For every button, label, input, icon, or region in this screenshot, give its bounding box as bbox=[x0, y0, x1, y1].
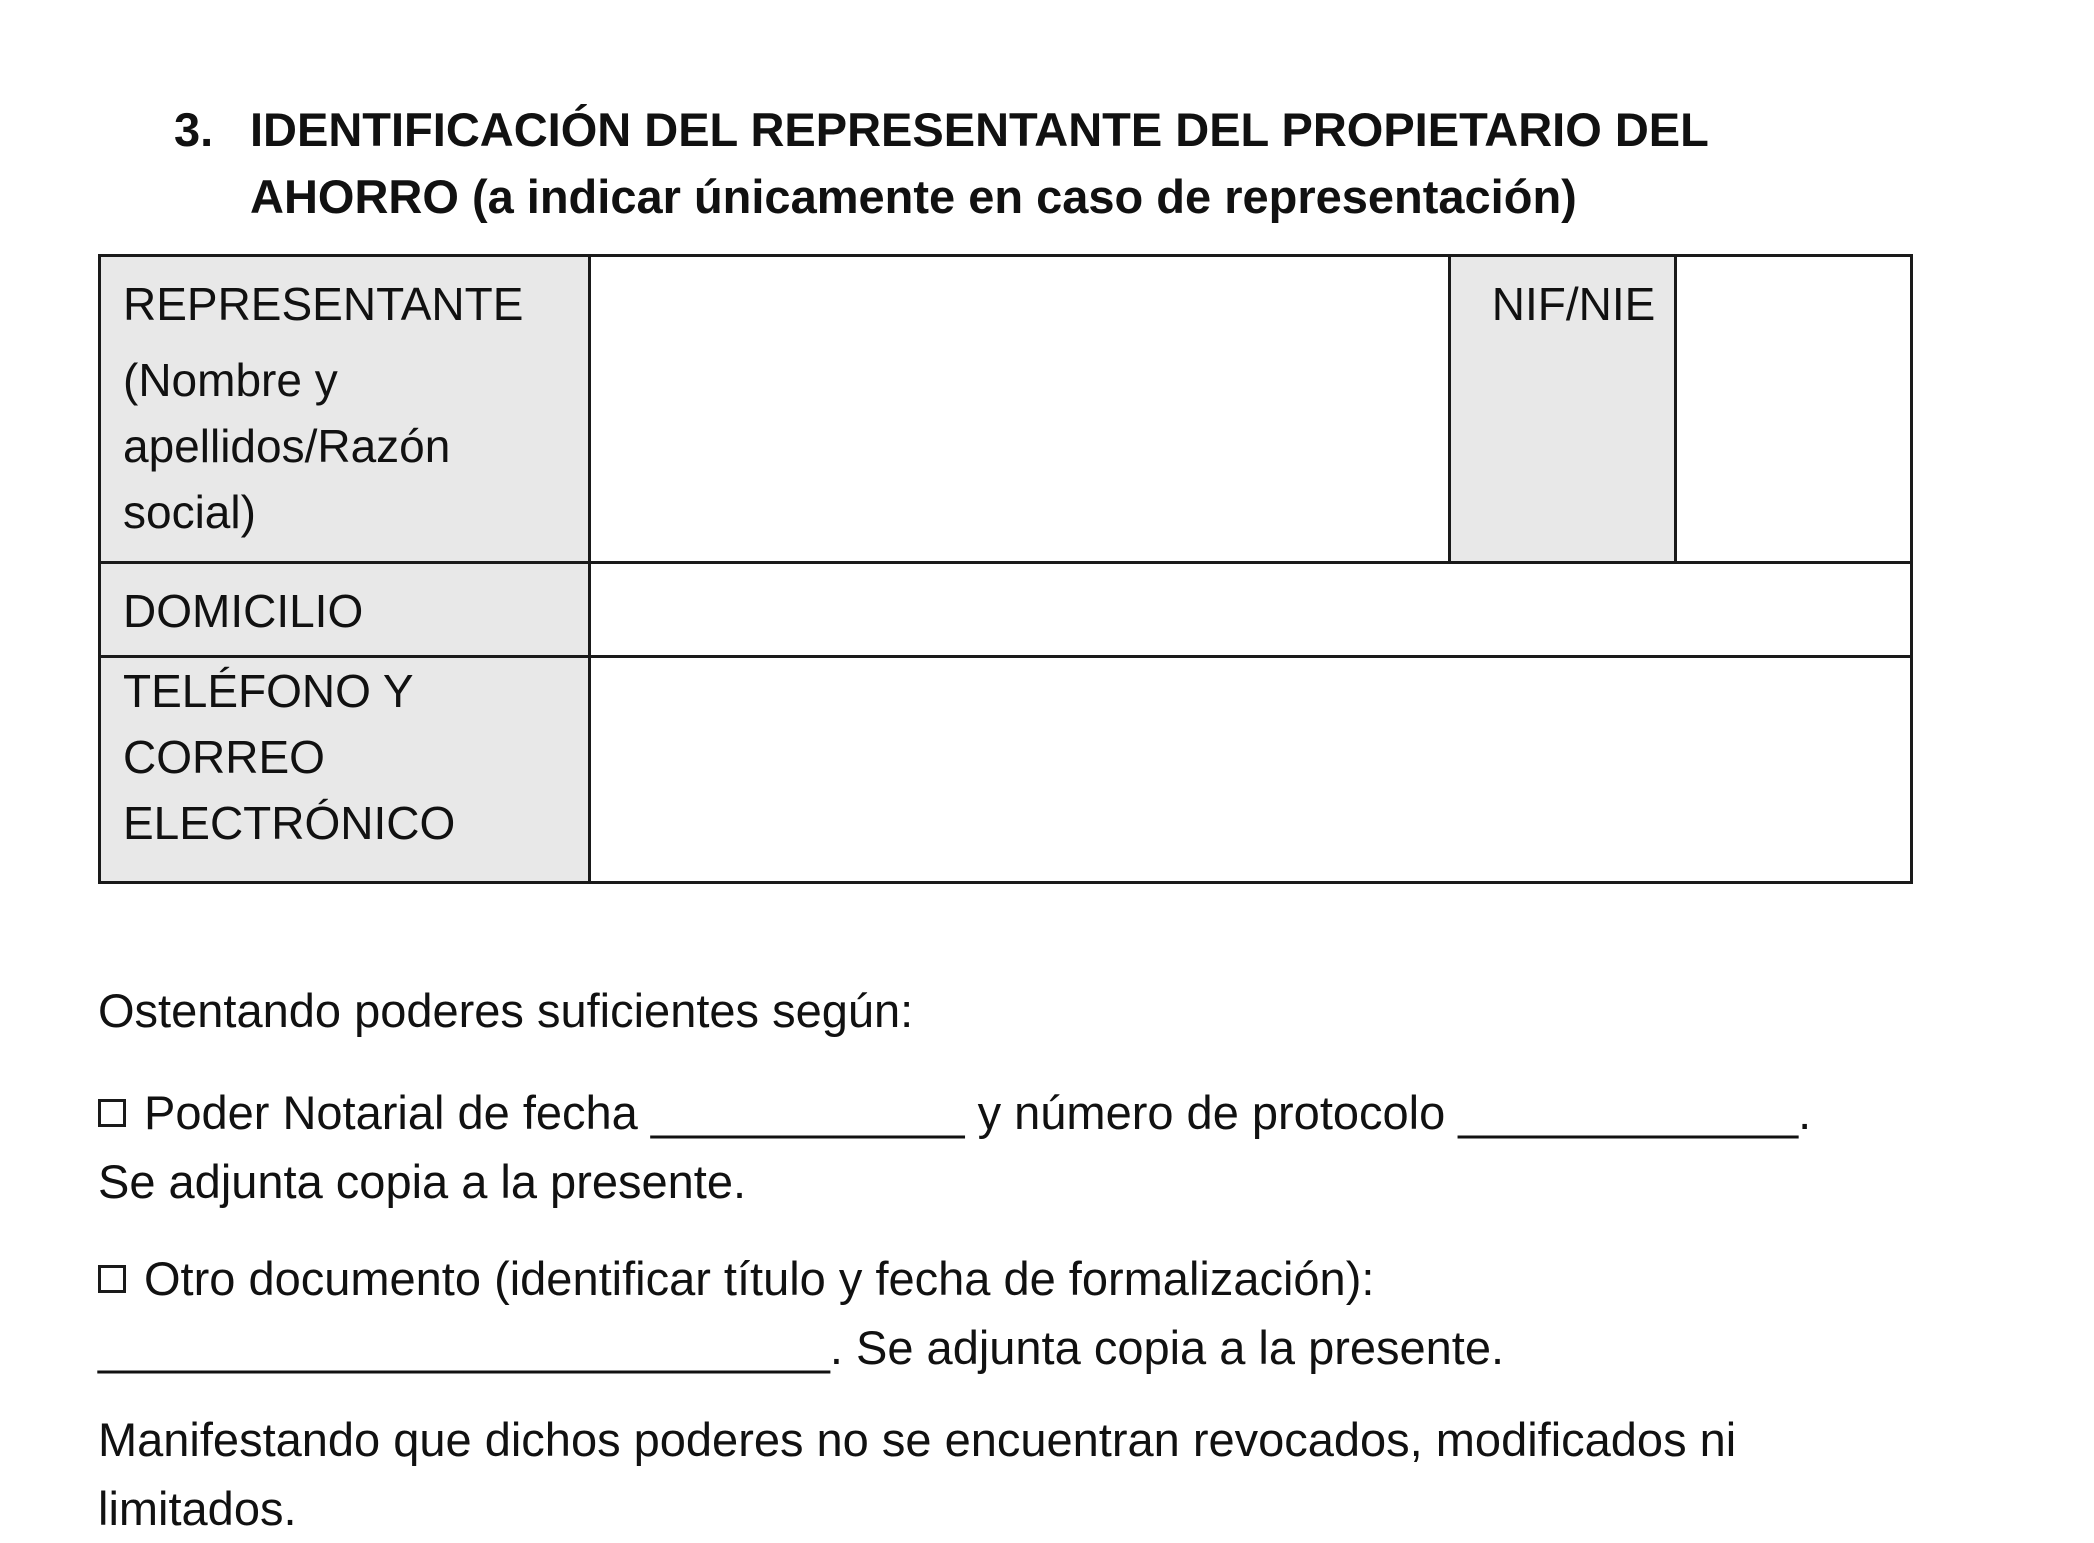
notarial-option-line-2: Se adjunta copia a la presente. bbox=[98, 1155, 747, 1208]
domicilio-label: DOMICILIO bbox=[100, 563, 590, 657]
domicilio-field[interactable] bbox=[590, 563, 1912, 657]
representative-sublabel bbox=[123, 347, 588, 545]
representative-sublabel-line-3: social) bbox=[123, 486, 256, 538]
declaration-line-2: limitados. bbox=[98, 1482, 297, 1535]
section-title-line-1: IDENTIFICACIÓN DEL REPRESENTANTE DEL PROPIETARIO DEL bbox=[250, 103, 1709, 156]
other-document-line-2: ____________________________. Se adjunta copia a la presente. bbox=[98, 1321, 1505, 1374]
notarial-checkbox[interactable] bbox=[98, 1099, 126, 1127]
other-document-option bbox=[98, 1244, 1918, 1382]
contact-label-cell bbox=[100, 657, 590, 883]
contact-label-line-2: CORREO bbox=[123, 731, 325, 783]
powers-intro: Ostentando poderes suficientes según: bbox=[98, 984, 914, 1037]
contact-label-line-1: TELÉFONO Y bbox=[123, 665, 414, 717]
contact-field[interactable] bbox=[590, 657, 1912, 883]
representative-sublabel-line-2: apellidos/Razón bbox=[123, 420, 451, 472]
representative-name-field[interactable] bbox=[590, 256, 1450, 563]
nif-label: NIF/NIE bbox=[1450, 256, 1676, 563]
nif-field[interactable] bbox=[1676, 256, 1912, 563]
declaration bbox=[98, 1405, 1918, 1543]
domicilio-row bbox=[100, 563, 1912, 657]
contact-label-line-3: ELECTRÓNICO bbox=[123, 797, 456, 849]
representative-row bbox=[100, 256, 1912, 563]
representative-sublabel-line-1: (Nombre y bbox=[123, 354, 338, 406]
section-heading bbox=[174, 96, 1874, 230]
other-document-line-1: Otro documento (identificar título y fecha de formalización): bbox=[144, 1252, 1375, 1305]
notarial-option-line-1: Poder Notarial de fecha ____________ y número de protocolo _____________. bbox=[144, 1086, 1812, 1139]
declaration-line-1: Manifestando que dichos poderes no se encuentran revocados, modificados ni bbox=[98, 1413, 1737, 1466]
section-title bbox=[250, 96, 1874, 230]
notarial-option bbox=[98, 1078, 1918, 1216]
representative-label-cell bbox=[100, 256, 590, 563]
section-title-line-2: AHORRO (a indicar únicamente en caso de representación) bbox=[250, 170, 1577, 223]
representative-table bbox=[98, 254, 1913, 884]
other-document-checkbox[interactable] bbox=[98, 1265, 126, 1293]
section-number: 3. bbox=[174, 103, 214, 156]
contact-row bbox=[100, 657, 1912, 883]
representative-label: REPRESENTANTE bbox=[123, 278, 524, 330]
